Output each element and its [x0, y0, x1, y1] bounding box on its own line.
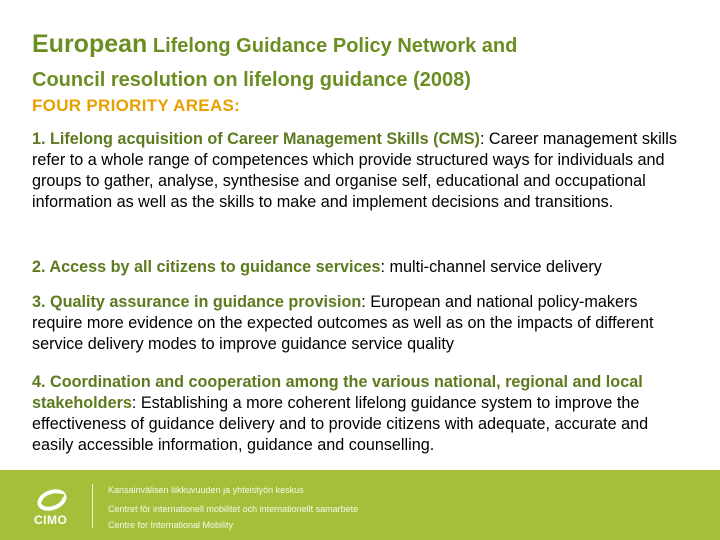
title-word-european: European	[32, 30, 148, 58]
priority-item-2	[32, 257, 692, 278]
slide-title	[32, 28, 702, 97]
title-line2: Council resolution on lifelong guidance (2008)	[32, 69, 471, 91]
priority-item-3-lead: 3. Quality assurance in guidance provision	[32, 293, 362, 311]
priority-item-4-lead: 4. Coordination and cooperation among the various national, regional and local stakeholders	[32, 373, 643, 412]
priority-heading: FOUR PRIORITY AREAS:	[32, 96, 241, 115]
priority-item-3-body: : European and national policy-makers require more evidence on the expected outcomes as well as on the impacts of different service delivery modes to improve guidance service quality	[32, 293, 654, 353]
priority-item-2-lead: 2. Access by all citizens to guidance services	[32, 258, 381, 276]
priority-item-2-body: : multi-channel service delivery	[380, 258, 602, 276]
priority-item-1	[32, 129, 692, 213]
cimo-logo-text: CIMO	[34, 513, 68, 527]
priority-item-3	[32, 292, 692, 355]
footer-divider	[92, 484, 93, 528]
priority-item-1-lead: 1. Lifelong acquisition of Career Management Skills (CMS)	[32, 130, 480, 148]
priority-item-4	[32, 372, 692, 456]
priority-item-1-body: : Career management skills refer to a whole range of competences which provide structured ways for individuals and groups to gather, analyse, synthesise and organise self, educational and occupational information as well as the skills to make and implement decisions and transitions.	[32, 130, 677, 211]
priority-item-4-body: : Establishing a more coherent lifelong guidance system to improve the effectiveness of guidance delivery and to provide citizens with adequate, accurate and easily accessible information, guidance and counselling.	[32, 394, 649, 454]
org-name-finnish: Kansainvälisen liikkuvuuden ja yhteistyön keskus	[108, 485, 304, 495]
title-rest-line1: Lifelong Guidance Policy Network and	[147, 35, 518, 57]
org-name-english: Centre for International Mobility	[108, 520, 234, 530]
org-name-swedish: Centret för internationell mobilitet och internationellt samarbete	[108, 504, 359, 514]
footer-bar	[0, 470, 720, 540]
